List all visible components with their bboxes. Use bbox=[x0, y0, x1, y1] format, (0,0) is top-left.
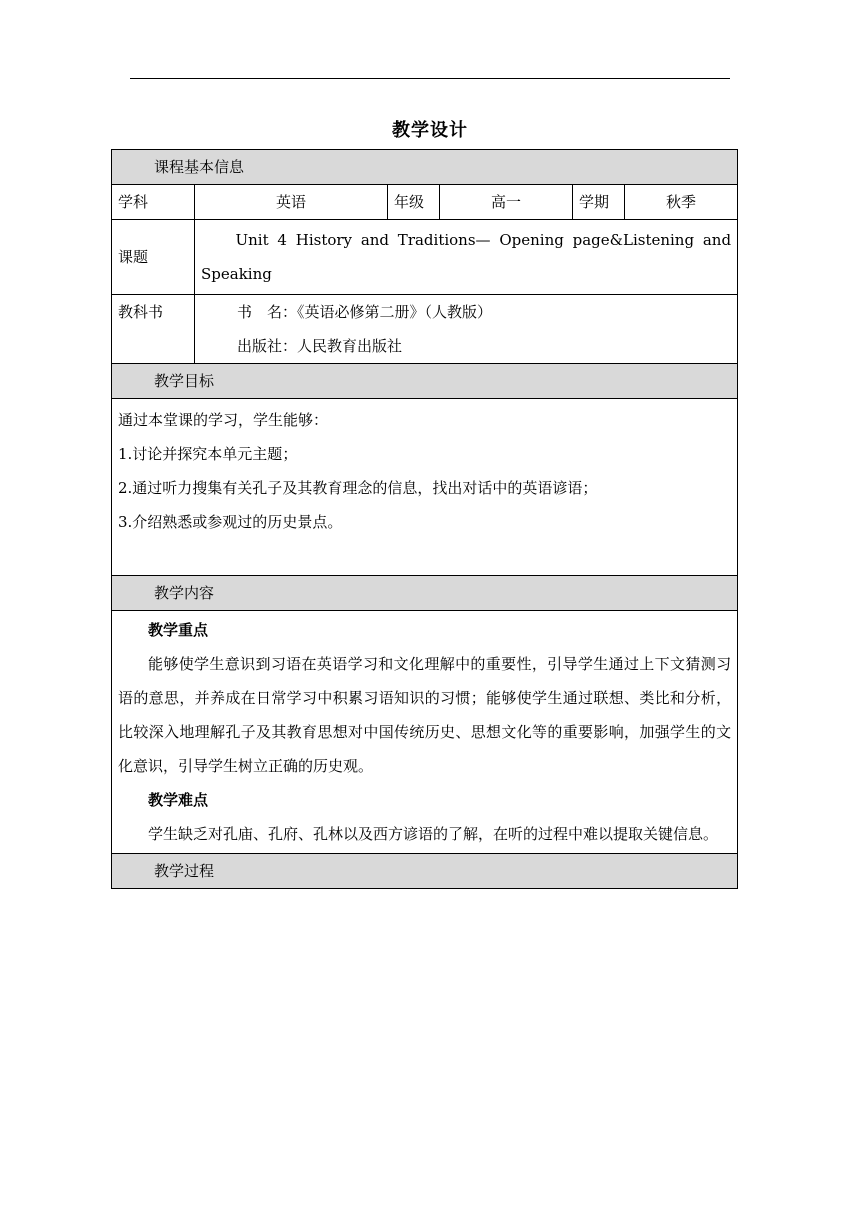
section-row-process bbox=[112, 854, 738, 889]
content-body bbox=[112, 611, 738, 854]
topic-label: 课题 bbox=[112, 220, 195, 295]
textbook-publisher: 出版社：人民教育出版社 bbox=[237, 337, 403, 355]
difficulties-text: 学生缺乏对孔庙、孔府、孔林以及西方谚语的了解，在听的过程中难以提取关键信息。 bbox=[148, 825, 719, 843]
key-points-text: 能够使学生意识到习语在英语学习和文化理解中的重要性，引导学生通过上下文猜测习语的意思，并养成在日常学习中积累习语知识的习惯；能够使学生通过联想、类比和分析，比较深入地理解孔子及其教育思想对中国传统历史、思想文化等的重要影响，加强学生的文化意识，引导学生树立正确的历史观。 bbox=[118, 655, 732, 775]
objectives-body bbox=[112, 399, 738, 576]
objectives-intro: 通过本堂课的学习，学生能够： bbox=[118, 411, 329, 429]
objective-item: 2.通过听力搜集有关孔子及其教育理念的信息，找出对话中的英语谚语； bbox=[118, 479, 598, 497]
content-row bbox=[112, 611, 738, 854]
section-header-basic-info: 课程基本信息 bbox=[112, 150, 738, 185]
textbook-row bbox=[112, 295, 738, 364]
key-points-heading: 教学重点 bbox=[148, 621, 209, 639]
grade-label: 年级 bbox=[388, 185, 440, 220]
section-header-process: 教学过程 bbox=[112, 854, 738, 889]
header-rule bbox=[130, 78, 730, 79]
subject-value: 英语 bbox=[195, 185, 388, 220]
textbook-details bbox=[195, 295, 738, 364]
info-row bbox=[112, 185, 738, 220]
term-value: 秋季 bbox=[625, 185, 738, 220]
textbook-label: 教科书 bbox=[112, 295, 195, 364]
textbook-name: 书 名：《英语必修第二册》（人教版） bbox=[237, 303, 493, 321]
grade-value: 高一 bbox=[440, 185, 573, 220]
objective-item: 1.讨论并探究本单元主题； bbox=[118, 445, 298, 463]
objective-item: 3.介绍熟悉或参观过的历史景点。 bbox=[118, 513, 343, 531]
topic-row bbox=[112, 220, 738, 295]
document-title: 教学设计 bbox=[392, 120, 468, 141]
section-row-content bbox=[112, 576, 738, 611]
lesson-design-table bbox=[111, 149, 738, 889]
section-row-basic-info bbox=[112, 150, 738, 185]
term-label: 学期 bbox=[573, 185, 625, 220]
subject-label: 学科 bbox=[112, 185, 195, 220]
section-row-objectives bbox=[112, 364, 738, 399]
objectives-row bbox=[112, 399, 738, 576]
section-header-objectives: 教学目标 bbox=[112, 364, 738, 399]
section-header-content: 教学内容 bbox=[112, 576, 738, 611]
topic-value: Unit 4 History and Traditions— Opening page&Listening and Speaking bbox=[195, 220, 738, 295]
difficulties-heading: 教学难点 bbox=[148, 791, 209, 809]
